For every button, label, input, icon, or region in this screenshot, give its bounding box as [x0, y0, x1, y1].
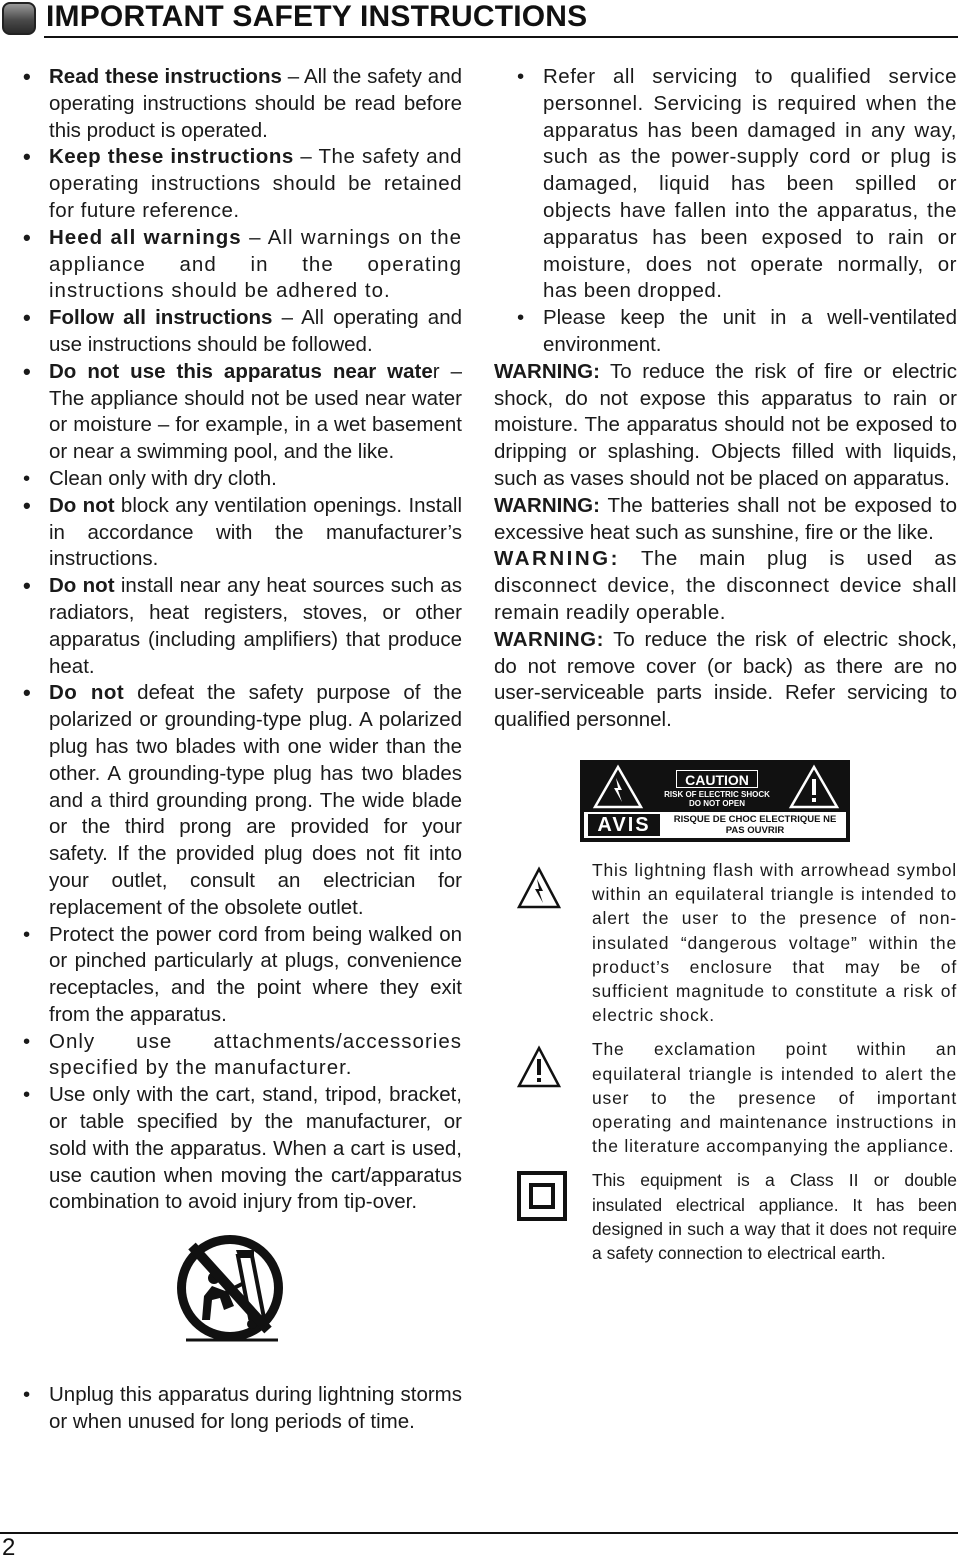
warning-paragraph: [494, 359, 957, 493]
right-bullet-list: [494, 64, 957, 359]
list-item: • Do not block any ventilation openings. Install in accordance with the manufacturer’s instructions.: [23, 492, 462, 571]
warning-label: WARNING:: [494, 627, 604, 651]
list-item: • Unplug this apparatus during lightning storms or when unused for long periods of time.: [23, 1383, 462, 1434]
page-title: IMPORTANT SAFETY INSTRUCTIONS: [46, 0, 588, 33]
list-item: • Do not defeat the safety purpose of the polarized or grounding-type plug. A polarized plug has two blades with one wider than the other. A grounding-type plug has two blades and a third grounding prong. The wide blade or the third prong are provided for your safety. If the provided plug does not fit into your outlet, consult an electrician for replacement of the obsolete outlet.: [23, 680, 462, 919]
left-bullet-list: [22, 64, 462, 1216]
list-item: • Use only with the cart, stand, tripod, bracket, or table specified by the manufacturer, or sold with the apparatus. When a cart is used, use caution when moving the cart/apparatus combination to avoid injury from tip-over.: [23, 1083, 462, 1214]
list-item: • Only use attachments/accessories specified by the manufacturer.: [23, 1029, 462, 1080]
exclamation-symbol-explanation: [494, 1037, 957, 1158]
list-item: • Keep these instructions – The safety and operating instructions should be retained for future reference.: [23, 144, 462, 222]
caution-title: CAUTION: [676, 770, 758, 788]
symbol-text: This equipment is a Class II or double insulated electrical appliance. It has been designed in such a way that it does not require a safety connection to electrical earth.: [592, 1170, 957, 1263]
symbol-text: The exclamation point within an equilateral triangle is intended to alert the user to the presence of important operating and maintenance instructions in the literature accompanying the appliance.: [592, 1039, 957, 1157]
caution-subtext: [642, 790, 792, 808]
left-bullet-list-last: [22, 1382, 462, 1436]
item-text: – All operating and use instructions should be followed.: [49, 306, 463, 356]
item-text: r – The appliance should not be used near water or moisture – for example, in a wet basement or near a swimming pool, and the like.: [49, 359, 462, 464]
left-column: [22, 64, 462, 1436]
item-heading: Keep these instructions: [49, 145, 294, 169]
lightning-triangle-icon: [516, 866, 562, 910]
item-text: defeat the safety purpose of the polarized or grounding-type plug. A polarized plug has two blades with one wider than the other. A grounding-type plug has two blades and a third grounding prong. The wide blade or the third prong are provided for your safety. If the provided plug does not fit into your outlet, consult an electrician for replacement of the obsolete outlet.: [49, 681, 462, 919]
cart-tip-over-icon: [172, 1232, 288, 1350]
exclamation-triangle-icon: [788, 764, 840, 810]
item-heading: Follow all instructions: [49, 306, 273, 330]
item-heading: Do not use this apparatus near wate: [49, 359, 433, 383]
item-text: Only use attachments/accessories specified by the manufacturer.: [49, 1029, 462, 1080]
list-item: • Do not use this apparatus near water – The appliance should not be used near water or moisture – for example, in a wet basement or near a swimming pool, and the like.: [23, 358, 462, 464]
list-item: • Clean only with dry cloth.: [23, 466, 277, 490]
header-divider: [44, 36, 958, 38]
avis-box: [584, 812, 846, 838]
lightning-symbol-explanation: [494, 858, 957, 1027]
footer-divider: [0, 1532, 958, 1534]
item-text: block any ventilation openings. Install in accordance with the manufacturer’s instructions.: [49, 493, 462, 571]
warning-label: WARNING:: [494, 359, 600, 383]
list-item: • Heed all warnings – All warnings on the appliance and in the operating instructions should be adhered to.: [23, 224, 462, 303]
item-heading: Do not: [49, 493, 115, 517]
list-item: • Read these instructions – All the safety and operating instructions should be read before this product is operated.: [23, 64, 462, 142]
warning-text: The main plug is used as disconnect device, the disconnect device shall remain readily operable.: [494, 547, 957, 624]
item-heading: Do not: [49, 574, 115, 598]
cart-warning-figure: [22, 1232, 462, 1372]
item-heading: Read these instructions: [49, 65, 282, 88]
class2-symbol-explanation: [494, 1168, 957, 1265]
warning-text: The batteries shall not be exposed to excessive heat such as sunshine, fire or the like.: [494, 493, 957, 544]
item-text: install near any heat sources such as radiators, heat registers, stoves, or other apparatus (including amplifiers) that produce heat.: [49, 574, 462, 678]
avis-word: AVIS: [588, 814, 660, 836]
header-badge-icon: [2, 2, 36, 35]
page-header: [0, 0, 958, 40]
item-text: Clean only with dry cloth.: [49, 466, 277, 490]
right-column: [494, 64, 957, 1265]
item-text: Refer all servicing to qualified service personnel. Servicing is required when the apparatus has been damaged in any way, such as the power-supply cord or plug is damaged, liquid has been spilled or objects have fallen into the apparatus, the apparatus has been exposed to rain or moisture, does not operate normally, or has been dropped.: [543, 65, 957, 303]
warning-label: WARNING:: [494, 493, 600, 517]
list-item: • Do not install near any heat sources such as radiators, heat registers, stoves, or other apparatus (including amplifiers) that produce heat.: [23, 573, 462, 678]
warning-text: To reduce the risk of electric shock, do not remove cover (or back) as there are no user-serviceable parts inside. Refer servicing to qualified personnel.: [494, 627, 957, 732]
avis-line: PAS OUVRIR: [725, 824, 785, 836]
list-item: • Follow all instructions – All operating and use instructions should be followed.: [23, 305, 463, 356]
item-heading: Do not: [49, 681, 125, 705]
list-item: • Please keep the unit in a well-ventilated environment.: [517, 306, 957, 356]
item-text: – The safety and operating instructions should be retained for future reference.: [49, 145, 462, 222]
symbol-text: This lightning flash with arrowhead symbol within an equilateral triangle is intended to alert the user to the presence of non-insulated “dangerous voltage” within the product’s enclosure that may be of sufficient magnitude to constitute a risk of electric shock.: [592, 859, 957, 1026]
item-text: Unplug this apparatus during lightning storms or when unused for long periods of time.: [49, 1383, 462, 1434]
item-text: Protect the power cord from being walked on or pinched particularly at plugs, convenience receptacles, and the point where they exit from the apparatus.: [49, 922, 462, 1026]
page-number: 2: [2, 1534, 16, 1561]
list-item: • Protect the power cord from being walked on or pinched particularly at plugs, convenience receptacles, and the point where they exit from the apparatus.: [23, 922, 462, 1026]
item-heading: Heed all warnings: [49, 225, 242, 249]
warning-paragraph: [494, 546, 957, 626]
warning-paragraph: [494, 493, 957, 547]
avis-text: [666, 814, 844, 836]
avis-line: RISQUE DE CHOC ELECTRIQUE NE: [673, 813, 837, 825]
warning-text: To reduce the risk of fire or electric shock, do not expose this apparatus to rain or moisture. The apparatus should not be exposed to dripping or splashing. Objects filled with liquids, such as vases should not be placed on apparatus.: [494, 359, 957, 490]
lightning-triangle-icon: [592, 764, 644, 810]
list-item: • Refer all servicing to qualified service personnel. Servicing is required when the apparatus has been damaged in any way, such as the power-supply cord or plug is damaged, liquid has been spilled or objects have fallen into the apparatus, the apparatus has been exposed to rain or moisture, does not operate normally, or has been dropped.: [517, 65, 957, 303]
exclamation-triangle-icon: [516, 1045, 562, 1089]
caution-line: RISK OF ELECTRIC SHOCK: [664, 789, 770, 799]
warning-paragraph: [494, 627, 957, 734]
item-text: – All the safety and operating instructions should be read before this product is operated.: [49, 65, 462, 142]
caution-line: DO NOT OPEN: [688, 798, 745, 808]
item-text: Use only with the cart, stand, tripod, bracket, or table specified by the manufacturer, or sold with the apparatus. When a cart is used, use caution when moving the cart/apparatus combination to avoid injury from tip-over.: [49, 1083, 462, 1214]
caution-label: [580, 760, 850, 842]
item-text: – All warnings on the appliance and in the operating instructions should be adhered to.: [49, 225, 462, 303]
double-square-icon: [516, 1170, 568, 1222]
item-text: Please keep the unit in a well-ventilated environment.: [543, 306, 957, 356]
warning-label: WARNING:: [494, 547, 620, 571]
